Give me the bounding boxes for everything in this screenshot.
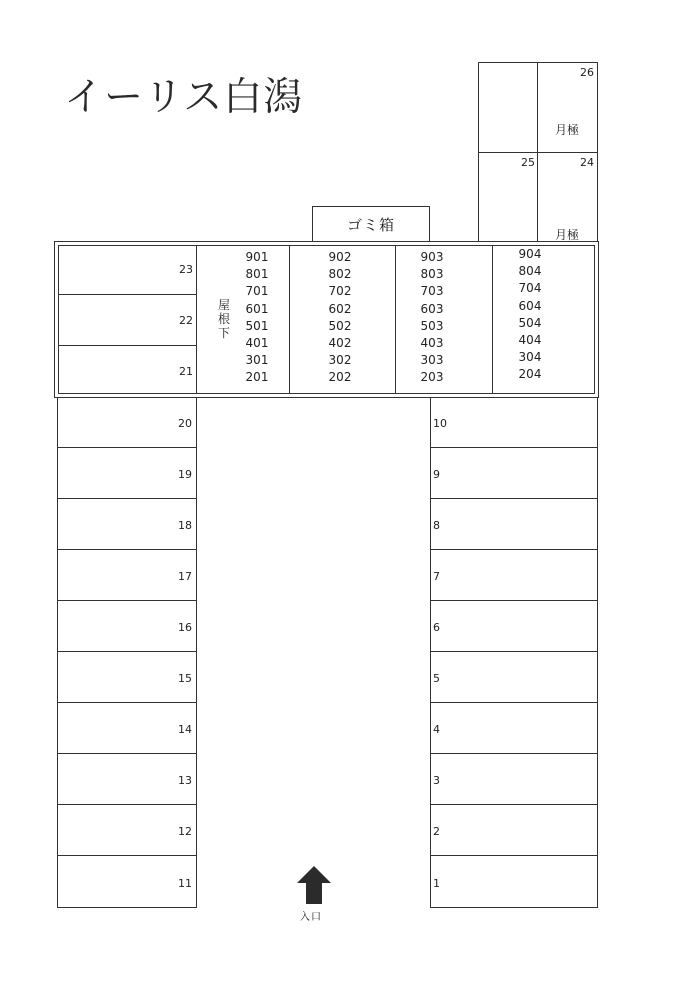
parking-slot (57, 753, 197, 805)
parking-slot (57, 397, 197, 448)
unit-number: 801 (245, 267, 269, 282)
slot-number: 8 (433, 519, 440, 532)
monthly-label-lower: 月極 (555, 228, 580, 242)
parking-slot (430, 804, 598, 856)
slot-21-number: 21 (179, 365, 193, 378)
parking-slot (430, 702, 598, 754)
slot-number: 6 (433, 621, 440, 634)
parking-slot (57, 855, 197, 908)
slot-number: 19 (178, 468, 192, 481)
unit-number: 904 (518, 247, 542, 261)
unit-number: 302 (328, 353, 352, 368)
band-row-line (58, 294, 196, 295)
slot-number: 16 (178, 621, 192, 634)
slot-number: 20 (178, 417, 192, 430)
parking-slot (430, 651, 598, 703)
unit-column-4 (513, 246, 547, 384)
slot-number: 13 (178, 774, 192, 787)
parking-slot (57, 447, 197, 499)
band-divider-left (196, 245, 197, 394)
slot-number: 4 (433, 723, 440, 736)
parking-slot (57, 804, 197, 856)
slot-number: 18 (178, 519, 192, 532)
slot-number: 5 (433, 672, 440, 685)
roof-label (217, 298, 231, 340)
unit-number: 303 (420, 353, 444, 368)
parking-slot (430, 447, 598, 499)
unit-number: 403 (420, 335, 444, 350)
unit-number: 202 (328, 370, 352, 385)
slot-number: 1 (433, 877, 440, 890)
unit-number: 903 (420, 250, 444, 264)
unit-number: 503 (420, 318, 444, 333)
slot-number: 14 (178, 723, 192, 736)
page-title: イーリス白潟 (64, 75, 304, 120)
unit-number: 704 (518, 281, 542, 296)
unit-number: 501 (245, 318, 269, 333)
roof-label-char: 下 (217, 326, 230, 340)
unit-number: 802 (328, 267, 352, 282)
unit-column-3 (415, 249, 449, 387)
slot-number: 15 (178, 672, 192, 685)
band-divider-3 (492, 245, 493, 394)
parking-slot (430, 397, 598, 448)
slot-24-number: 24 (580, 156, 594, 169)
parking-slot (57, 600, 197, 652)
unit-number: 404 (518, 332, 542, 347)
unit-number: 401 (245, 335, 269, 350)
slot-number: 10 (433, 417, 447, 430)
slot-number: 17 (178, 570, 192, 583)
unit-number: 902 (328, 250, 352, 264)
parking-slot (57, 498, 197, 550)
slot-number: 9 (433, 468, 440, 481)
unit-number: 201 (245, 370, 269, 385)
band-divider-1 (289, 245, 290, 394)
unit-number: 502 (328, 318, 352, 333)
roof-label-char: 根 (217, 312, 230, 326)
slot-number: 12 (178, 825, 192, 838)
parking-slot (57, 702, 197, 754)
unit-number: 301 (245, 353, 269, 368)
garbage-box: ゴミ箱 (312, 206, 430, 242)
slot-23-number: 23 (179, 263, 193, 276)
unit-number: 901 (245, 250, 269, 264)
parking-slot (430, 753, 598, 805)
unit-number: 504 (518, 315, 542, 330)
parking-slot (57, 651, 197, 703)
parking-slot (430, 600, 598, 652)
slot-22-number: 22 (179, 314, 193, 327)
parking-slot (430, 498, 598, 550)
unit-number: 203 (420, 370, 444, 385)
slot-number: 11 (178, 877, 192, 890)
unit-number: 304 (518, 350, 542, 365)
unit-number: 701 (245, 284, 269, 299)
unit-number: 603 (420, 301, 444, 316)
unit-number: 204 (518, 367, 542, 382)
unit-number: 803 (420, 267, 444, 282)
parking-slot (57, 549, 197, 601)
slot-25-number: 25 (521, 156, 535, 169)
unit-number: 604 (518, 298, 542, 313)
unit-number: 702 (328, 284, 352, 299)
entrance-label: 入口 (300, 912, 322, 923)
roof-label-char: 屋 (217, 298, 230, 312)
unit-column-2 (323, 249, 357, 387)
slot-26-number: 26 (580, 66, 594, 79)
slot-number: 3 (433, 774, 440, 787)
unit-number: 601 (245, 301, 269, 316)
slot-number: 2 (433, 825, 440, 838)
parking-slot (430, 549, 598, 601)
unit-column-1 (240, 249, 274, 387)
band-divider-2 (395, 245, 396, 394)
unit-number: 804 (518, 264, 542, 279)
unit-number: 402 (328, 335, 352, 350)
band-row-line (58, 345, 196, 346)
unit-number: 602 (328, 301, 352, 316)
slot-number: 7 (433, 570, 440, 583)
parking-slot (430, 855, 598, 908)
monthly-label-upper: 月極 (555, 123, 580, 137)
unit-number: 703 (420, 284, 444, 299)
entrance-arrow-icon (296, 865, 332, 905)
